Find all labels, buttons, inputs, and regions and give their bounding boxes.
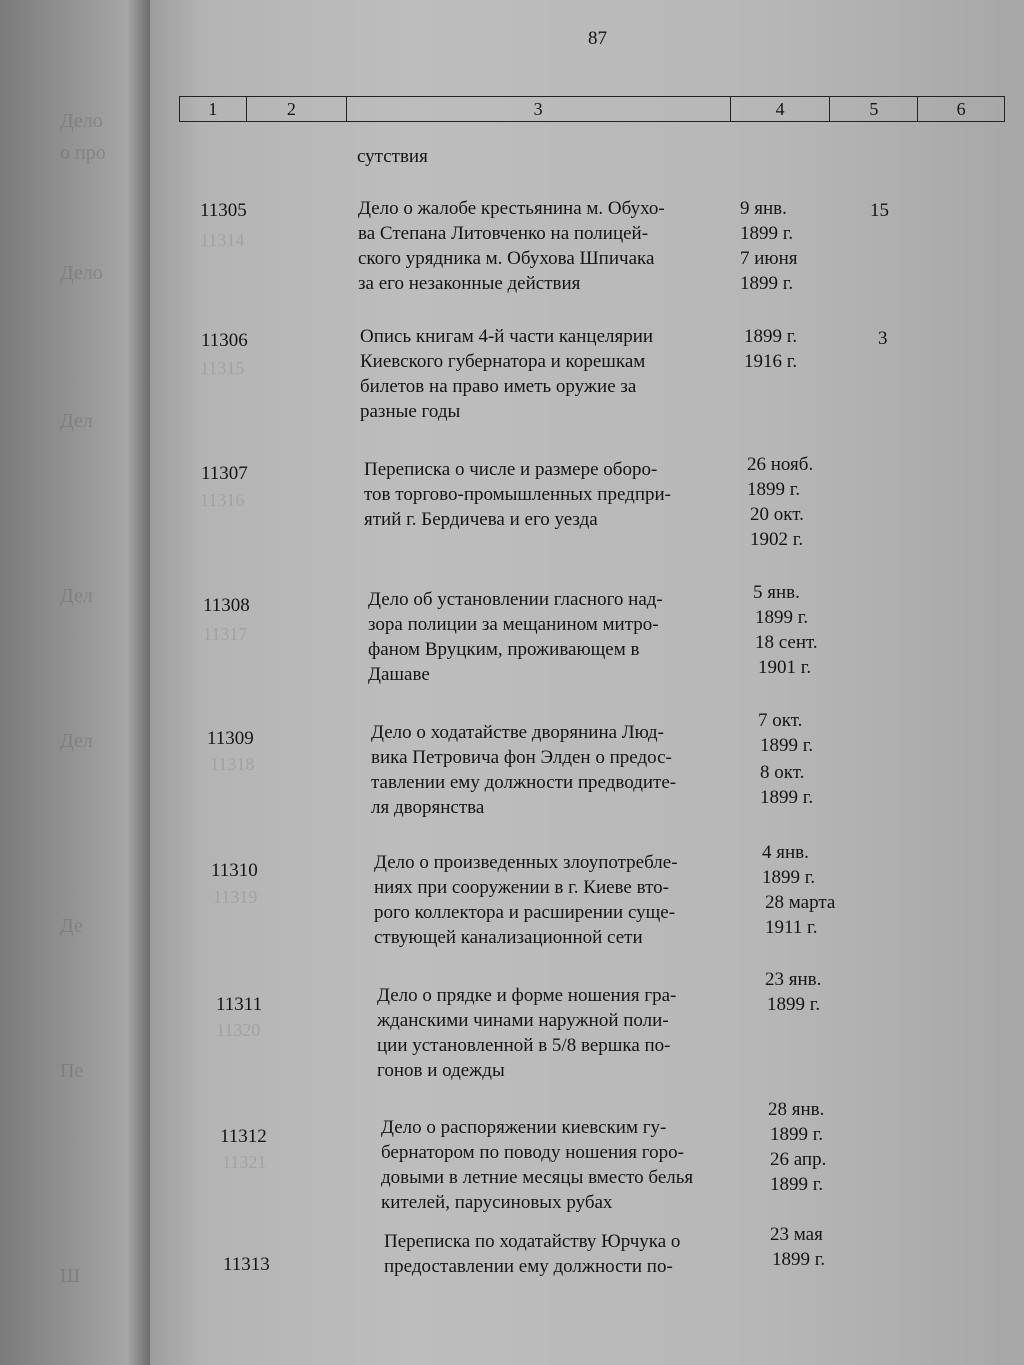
entry-number: 11313 (223, 1254, 270, 1275)
entry-title-line: Переписка о числе и размере оборо- (364, 459, 658, 480)
entry-sheets: 3 (878, 328, 888, 349)
entry-title-line: Дашаве (368, 664, 430, 685)
entry-date: 1901 г. (758, 657, 812, 678)
entry-number: 11306 (201, 330, 248, 351)
entry-date: 1899 г. (760, 787, 814, 808)
entry-title-line: гонов и одежды (377, 1060, 505, 1081)
entry-title-line: Переписка по ходатайству Юрчука о (384, 1231, 681, 1252)
entry-date: 26 нояб. (747, 454, 814, 475)
entry-date: 18 сент. (755, 632, 818, 653)
entry-title-line: жданскими чинами наружной поли- (377, 1010, 669, 1031)
entry-title-line: за его незаконные действия (358, 273, 581, 294)
entry-date: 5 янв. (753, 582, 800, 603)
entry-date: 4 янв. (762, 842, 809, 863)
entry-date: 28 марта (765, 892, 836, 913)
entry-title-line: Киевского губернатора и корешкам (360, 351, 646, 372)
entry-date: 1902 г. (750, 529, 804, 550)
entry-date: 28 янв. (768, 1099, 825, 1120)
entry-title-line: ции установленной в 5/8 вершка по- (377, 1035, 671, 1056)
entry-title-line: ствующей канализационной сети (374, 927, 643, 948)
entry-date: 1899 г. (740, 273, 794, 294)
column-header: 3 (347, 97, 731, 121)
column-header: 1 (180, 97, 247, 121)
entry-date: 1899 г. (770, 1174, 824, 1195)
entry-date: 1899 г. (772, 1249, 826, 1270)
entry-date: 1911 г. (765, 917, 818, 938)
entry-title-line: кителей, парусиновых рубах (381, 1192, 613, 1213)
entry-title-line: тов торгово-промышленных предпри- (364, 484, 671, 505)
facing-page: Дело о про Дело Дел Дел Дел Де Пе Ш (0, 0, 150, 1365)
entry-number: 11311 (216, 994, 263, 1015)
column-header: 2 (247, 97, 347, 121)
entry-number: 11309 (207, 728, 254, 749)
entry-date: 1899 г. (762, 867, 816, 888)
column-header: 6 (956, 98, 966, 119)
column-header: 5 (830, 97, 918, 121)
entry-title-line: билетов на право иметь оружие за (360, 376, 637, 397)
entry-date: 23 янв. (765, 969, 822, 990)
entry-date: 8 окт. (760, 762, 805, 783)
entry-title-line: фаном Вруцким, проживающем в (368, 639, 640, 660)
entry-title-line: Дело о ходатайстве дворянина Люд- (371, 722, 664, 743)
page-number: 87 (588, 28, 607, 49)
entry-sheets: 15 (870, 200, 889, 221)
entry-title-line: зора полиции за мещанином митро- (368, 614, 659, 635)
entry-date: 26 апр. (770, 1149, 827, 1170)
entry-date: 9 янв. (740, 198, 787, 219)
entry-date: 1899 г. (767, 994, 821, 1015)
entry-title-line: разные годы (360, 401, 461, 422)
entry-title-line: Дело о жалобе крестьянина м. Обухо- (358, 198, 665, 219)
entry-date: 1899 г. (747, 479, 801, 500)
entry-title-line: ятий г. Бердичева и его уезда (364, 509, 598, 530)
entry-title-line: вика Петровича фон Элден о предос- (371, 747, 672, 768)
entry-date: 1899 г. (740, 223, 794, 244)
entry-title-line: Дело о прядке и форме ношения гра- (377, 985, 677, 1006)
continuation-text: сутствия (357, 146, 428, 167)
entry-title-line: ниях при сооружении в г. Киеве вто- (374, 877, 669, 898)
entry-date: 1899 г. (770, 1124, 824, 1145)
entry-title-line: Опись книгам 4-й части канцелярии (360, 326, 654, 347)
entry-number: 11305 (200, 200, 247, 221)
entry-title-line: Дело о распоряжении киевским гу- (381, 1117, 667, 1138)
entry-number: 11307 (201, 463, 248, 484)
entry-title-line: довыми в летние месяцы вместо белья (381, 1167, 694, 1188)
entry-date: 7 окт. (758, 710, 803, 731)
entry-title-line: ля дворянства (371, 797, 485, 818)
entry-title-line: Дело о произведенных злоупотребле- (374, 852, 678, 873)
entry-title-line: Дело об установлении гласного над- (368, 589, 663, 610)
entry-title-line: ского урядника м. Обухова Шпичака (358, 248, 655, 269)
entry-title-line: рого коллектора и расширении суще- (374, 902, 676, 923)
entry-number: 11310 (211, 860, 258, 881)
entry-date: 1899 г. (744, 326, 798, 347)
entry-date: 7 июня (740, 248, 798, 269)
entry-number: 11308 (203, 595, 250, 616)
entry-date: 23 мая (770, 1224, 823, 1245)
entry-title-line: бернатором по поводу ношения горо- (381, 1142, 684, 1163)
entry-title-line: ва Степана Литовченко на полицей- (358, 223, 649, 244)
column-header: 4 (731, 97, 831, 121)
entry-title-line: предоставлении ему должности по- (384, 1256, 673, 1277)
entry-date: 1899 г. (760, 735, 814, 756)
entry-date: 20 окт. (750, 504, 804, 525)
table-header (179, 96, 1005, 122)
entry-date: 1916 г. (744, 351, 798, 372)
entry-number: 11312 (220, 1126, 267, 1147)
entry-title-line: тавлении ему должности предводите- (371, 772, 677, 793)
entry-date: 1899 г. (755, 607, 809, 628)
